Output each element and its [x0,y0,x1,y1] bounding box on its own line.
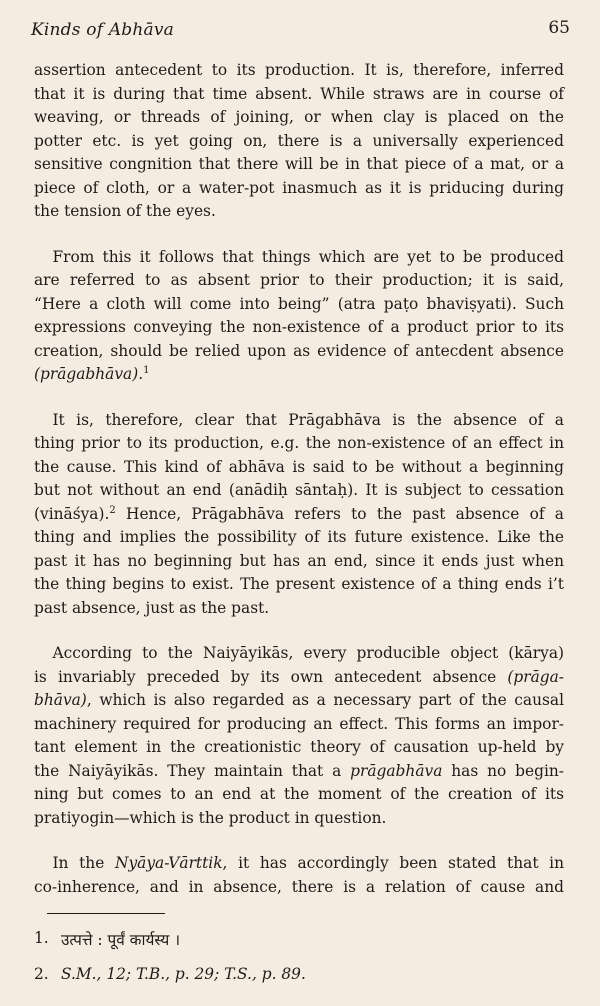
page-number: 65 [548,18,570,38]
italic-term: prāgabhāva [350,761,443,780]
text-line: weaving, or threads of joining, or when clay is placed on the [34,108,564,126]
text-line: the tension of the eyes. [34,202,216,220]
text-line: From this it follows that things which are yet to be produced [52,247,564,266]
text-line: machinery required for producing an effect. This forms an impor- [34,714,564,733]
text-line [34,852,564,876]
footnote-2 [34,961,564,997]
text-fragment: the Naiyāyikās. They maintain that a [34,761,351,780]
running-head: Kinds of Abhāva [31,20,175,40]
text-line: tant element in the creationistic theory of causation up-held by [34,738,564,756]
paragraph-3 [34,409,564,621]
text-fragment: is invariably preceded by its own antecedent absence [34,667,508,686]
footnote-marker: 2 [109,504,116,516]
paragraph-gap [34,830,564,852]
text-fragment: , which is also regarded as a necessary part of the causal [86,691,564,709]
text-line: According to the Naiyāyikās, every producible object (kārya) [52,644,564,662]
italic-title: Nyāya-Vārttik [114,854,223,872]
paragraph-1 [34,59,564,224]
footnote-number: 2. [34,965,49,983]
paragraph-4 [34,642,564,830]
text-line: the cause. This kind of abhāva is said to be without a beginning [34,457,564,476]
text-line: It is, therefore, clear that Prāgabhāva is the absence of a [52,410,564,429]
text-line [34,666,564,690]
text-line [34,689,564,713]
text-fragment: Hence, Prāgabhāva refers to the past absence of a [115,504,564,523]
main-text [34,59,564,899]
text-line: “Here a cloth will come into being” (atra paṭo bhaviṣyati). Such [34,294,564,313]
footnote-number: 1. [34,929,49,947]
italic-term: bhāva) [34,691,87,709]
text-line: sensitive congnition that there will be in that piece of a mat, or a [34,155,564,173]
text-line [34,363,564,387]
text-fragment: In the [52,854,115,872]
text-line: co-inherence, and in absence, there is a relation of cause and [34,877,564,896]
page-header [31,18,570,46]
text-line: the thing begins to exist. The present existence of a thing ends i’t [34,575,564,593]
footnote-text: S.M., 12; T.B., p. 29; T.S., p. 89. [61,965,306,983]
text-line: piece of cloth, or a water-pot inasmuch as it is priducing during [34,178,564,197]
paragraph-gap [34,620,564,642]
footnote-marker: 1 [143,364,150,376]
footnotes [34,925,564,997]
footnote-text: उत्पत्ते : पूर्वं कार्यस्य । [61,931,181,949]
paragraph-5 [34,852,564,899]
text-line [34,760,564,784]
text-line: are referred to as absent prior to their production; it is said, [34,271,564,289]
paragraph-gap [34,224,564,246]
text-line: pratiyogin—which is the product in question. [34,808,387,827]
text-line: past absence, just as the past. [34,598,270,617]
text-line [34,503,564,527]
italic-term: (prāga- [507,667,564,686]
italic-term: (prāgabhāva). [34,365,144,383]
footnote-rule [47,913,165,914]
text-line: expressions conveying the non-existence of a product prior to its [34,318,564,336]
text-line: thing prior to its production, e.g. the non-existence of an effect in [34,434,564,452]
text-fragment: , it has accordingly been stated that in [222,854,564,872]
text-line: that it is during that time absent. While straws are in course of [34,84,564,103]
text-fragment: has no begin- [442,761,564,780]
text-line: creation, should be relied upon as evidence of antecdent absence [34,341,564,360]
text-line: but not without an end (anādiḥ sāntaḥ). It is subject to cessation [34,481,564,499]
text-line: thing and implies the possibility of its future existence. Like the [34,528,564,546]
text-line: assertion antecedent to its production. It is, therefore, inferred [34,61,564,79]
text-line: past it has no beginning but has an end, since it ends just when [34,551,564,570]
text-line: potter etc. is yet going on, there is a universally experienced [34,131,564,150]
text-line: ning but comes to an end at the moment of the creation of its [34,785,564,803]
paragraph-2 [34,246,564,387]
footnote-1 [34,925,564,961]
paragraph-gap [34,387,564,409]
text-fragment: (vināśya). [34,504,110,523]
